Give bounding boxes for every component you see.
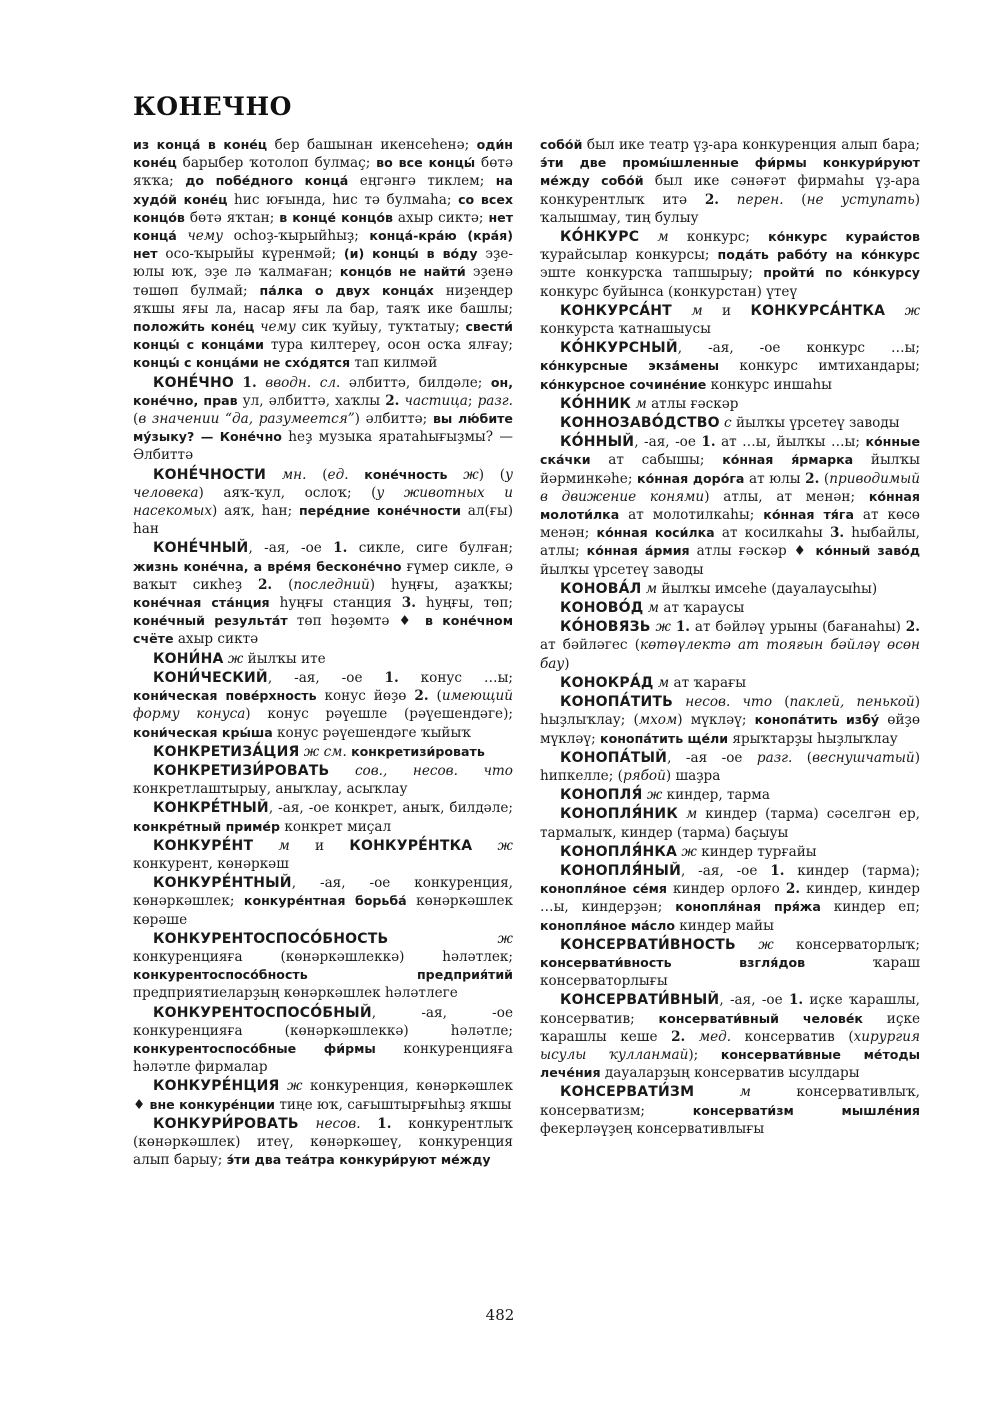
right-column-entry: КОНОВА́Л м йылҡы имсеһе (дауалаусыһы) bbox=[560, 580, 878, 597]
right-column-entry: КОНСЕРВАТИ́ВНОСТЬ ж консерваторлыҡ; консервати́вность взгля́дов ҡараш консерваторлығы bbox=[540, 936, 920, 990]
left-column-entry: КОНИ́НА ж йылҡы ите bbox=[153, 650, 326, 667]
left-column-entry: КОНКРЕТИЗА́ЦИЯ ж см. конкретизи́ровать bbox=[153, 743, 485, 760]
left-column-entry: КОНКРЕ́ТНЫЙ, -ая, -ое конкрет, аныҡ, билдәле; конкре́тный приме́р конкрет миҫал bbox=[133, 800, 513, 835]
right-column-entry: КОННОЗАВО́ДСТВО с йылҡы үрсетеү заводы bbox=[560, 415, 900, 432]
left-column-entry: КОНКУРИ́РОВАТЬ несов. 1. конкурентлыҡ (көнәркәшлек) итеү, көнәркәшеү, конкуренция алып барыу; э́ти два теа́тра конкури́руют ме́жду bbox=[133, 1115, 513, 1169]
right-column-entry: КО́НКУРСНЫЙ, -ая, -ое конкурс …ы; ко́нкурсные экза́мены конкурс имтихандары; ко́нкурсное сочине́ние конкурс иншаһы bbox=[540, 340, 920, 393]
left-column-entry: КОНЕ́ЧНЫЙ, -ая, -ое 1. сикле, сиге булған; жизнь коне́чна, а вре́мя бесконе́чно ғүмер сикле, ә ваҡыт сикһеҙ 2. (последний) һуңғы, аҙаҡҡы; коне́чная ста́нция һуңғы станция 3. һуңғы, төп; коне́чный результа́т төп һөҙөмтә ♦ в коне́чном счёте ахыр сиктә bbox=[133, 540, 514, 648]
right-column-entry: КОНСЕРВАТИ́ВНЫЙ, -ая, -ое 1. иҫке ҡарашлы, консерватив; консервати́вный челове́к иҫке ҡарашлы кеше 2. мед. консерватив (хирургия ысулы ҡулланмай); консервати́вные ме́тоды лече́ния дауаларҙың консерватив ысулдары bbox=[540, 992, 920, 1082]
left-column-entry: из конца́ в коне́ц бер башынан икенсеһенә; оди́н коне́ц барыбер ҡотолоп булмаҫ; во все концы́ бөтә яҡҡа; до побе́дного конца́ еңгәнгә тиклем; на худо́й коне́ц һис юғында, һис тә булмаһа; со всех концо́в бөтә яҡтан; в конце́ концо́в ахыр сиктә; нет конца́ чему осһоҙ-ҡырыйһыҙ; конца́-кра́ю (кра́я) нет осо-ҡырыйы күренмәй; (и) концы́ в во́ду эҙе-юлы юҡ, эҙе лә ҡалмаған; концо́в не найти́ эҙенә төшөп булмай; па́лка о двух конца́х ниҙеңдер яҡшы яғы ла, насар яғы ла бар, таяҡ ике башлы; положи́ть коне́ц чему сик ҡуйыу, туҡтатыу; свести́ концы́ с конца́ми тура килтереү, осон осҡа ялғау; концы́ с конца́ми не схо́дятся тап килмәй bbox=[133, 137, 514, 372]
right-column bbox=[540, 136, 920, 1139]
right-column-entry: КОНКУРСА́НТ м и КОНКУРСА́НТКА ж конкурста ҡатнашыусы bbox=[540, 302, 921, 338]
right-column-entry: КОНОПЛЯ́НКА ж киндер турғайы bbox=[560, 843, 817, 860]
right-column-entry: КОНОКРА́Д м ат ҡарағы bbox=[560, 674, 747, 691]
left-column-entry: КОНЕ́ЧНОСТИ мн. (ед. коне́чность ж) (у человека) аяҡ-ҡул, ослоҡ; (у животных и насекомых) аяҡ, һан; пере́дние коне́чности ал(ғы) һан bbox=[133, 466, 514, 538]
right-column-entry: КОНОВО́Д м ат ҡараусы bbox=[560, 600, 745, 617]
right-column-entry: КО́НКУРС м конкурс; ко́нкурс кураи́стов ҡурайсылар конкурсы; пода́ть рабо́ту на ко́нкурс эште конкурсҡа тапшырыу; пройти́ по ко́нкурсу конкурс буйынса (конкурстан) үтеү bbox=[540, 229, 920, 300]
left-column-entry: КОНКУРЕ́НТ м и КОНКУРЕ́НТКА ж конкурент, көнәркәш bbox=[133, 837, 513, 872]
right-column-entry: КО́ННЫЙ, -ая, -ое 1. ат …ы, йылҡы …ы; ко́нные ска́чки ат сабышы; ко́нная я́рмарка йылҡы йәрминкәһе; ко́нная доро́га ат юлы 2. (приводимый в движение конями) атлы, ат менән; ко́нная молоти́лка ат молотилкаһы; ко́нная тя́га ат көсө менән; ко́нная коси́лка ат косилкаһы 3. һыбайлы, атлы; ко́нная а́рмия атлы ғәскәр ♦ ко́нный заво́д йылҡы үрсетеү заводы bbox=[540, 434, 921, 578]
right-column-entry: собо́й был ике театр үҙ-ара конкуренция алып бара; э́ти две промы́шленные фи́рмы конкури́руют ме́жду собо́й был ике сәнәғәт фирмаһы үҙ-ара конкурентлыҡ итә 2. перен. (не уступать) ҡалышмау, тиң булыу bbox=[540, 137, 921, 226]
right-column-entry: КОНОПЛЯ́НЫЙ, -ая, -ое 1. киндер (тарма); конопля́ное се́мя киндер орлоғо 2. киндер, киндер …ы, киндерҙән; конопля́ная пря́жа киндер еп; конопля́ное ма́сло киндер майы bbox=[540, 862, 920, 934]
right-column-entry: КО́ННИК м атлы ғәскәр bbox=[560, 395, 739, 412]
running-head: КОНЕЧНО bbox=[133, 92, 292, 121]
left-column-entry: КОНЕ́ЧНО 1. вводн. сл. әлбиттә, билдәле; он, коне́чно, прав ул, әлбиттә, хаҡлы 2. частица; разг. (в значении “да, разумеется”) әлбиттә; вы лю́бите му́зыку? — Коне́чно һеҙ музыка яратаһығыҙмы? — Әлбиттә bbox=[133, 374, 514, 464]
right-column-entry: КОНОПА́ТЫЙ, -ая -ое разг. (веснушчатый) һипкелле; (рябой) шаҙра bbox=[540, 749, 921, 784]
left-column-entry: КОНКУРЕ́НТНЫЙ, -ая, -ое конкуренция, көнәркәшлек; конкуре́нтная борьба́ көнәркәшлек көрәше bbox=[133, 875, 513, 928]
left-column-entry: КОНКРЕТИЗИ́РОВАТЬ сов., несов. что конкретлаштырыу, аныҡлау, асыҡлау bbox=[133, 762, 513, 798]
page-number: 482 bbox=[485, 1306, 515, 1324]
left-column-entry: КОНКУРЕНТОСПОСО́БНОСТЬ ж конкуренцияға (көнәркәшлеккә) һәләтлек; конкурентоспосо́бность предприя́тий предприятиеларҙың көнәркәшлек һәләтлеге bbox=[133, 930, 513, 1002]
left-column bbox=[133, 136, 513, 1170]
right-column-entry: КОНОПА́ТИТЬ несов. что (паклей, пенькой) һыҙлыҡлау; (мхом) мүкләү; конопа́тить избу́ өйҙө мүкләү; конопа́тить ще́ли ярыҡтарҙы һыҙлыҡлау bbox=[540, 694, 920, 747]
right-column-entry: КОНОПЛЯ́НИК м киндер (тарма) сәселгән ер, тармалыҡ, киндер (тарма) баҫыуы bbox=[540, 806, 920, 841]
left-column-entry: КОНКУРЕНТОСПОСО́БНЫЙ, -ая, -ое конкуренцияға (көнәркәшлеккә) һәләтле; конкурентоспосо́бные фи́рмы конкуренцияға һәләтле фирмалар bbox=[133, 1004, 513, 1076]
left-column-entry: КОНИ́ЧЕСКИЙ, -ая, -ое 1. конус …ы; кони́ческая пове́рхность конус йөҙө 2. (имеющий форму конуса) конус рәүешле (рәүешендәге); кони́ческая кры́ша конус рәүешендәге ҡыйыҡ bbox=[133, 669, 514, 741]
right-column-entry: КОНСЕРВАТИ́ЗМ м консервативлыҡ, консерватизм; консервати́зм мышле́ния фекерләүҙең консервативлығы bbox=[540, 1084, 921, 1137]
right-column-entry: КО́НОВЯЗЬ ж 1. ат бәйләү урыны (бағанаһы) 2. ат бәйләгес (көтөүлектә ат тояғын бәйләү өсөн бау) bbox=[540, 619, 920, 672]
right-column-entry: КОНОПЛЯ́ ж киндер, тарма bbox=[560, 787, 770, 804]
left-column-entry: КОНКУРЕ́НЦИЯ ж конкуренция, көнәркәшлек ♦ вне конкуре́нции тиңе юҡ, сағыштырғыһыҙ яҡшы bbox=[133, 1078, 513, 1113]
